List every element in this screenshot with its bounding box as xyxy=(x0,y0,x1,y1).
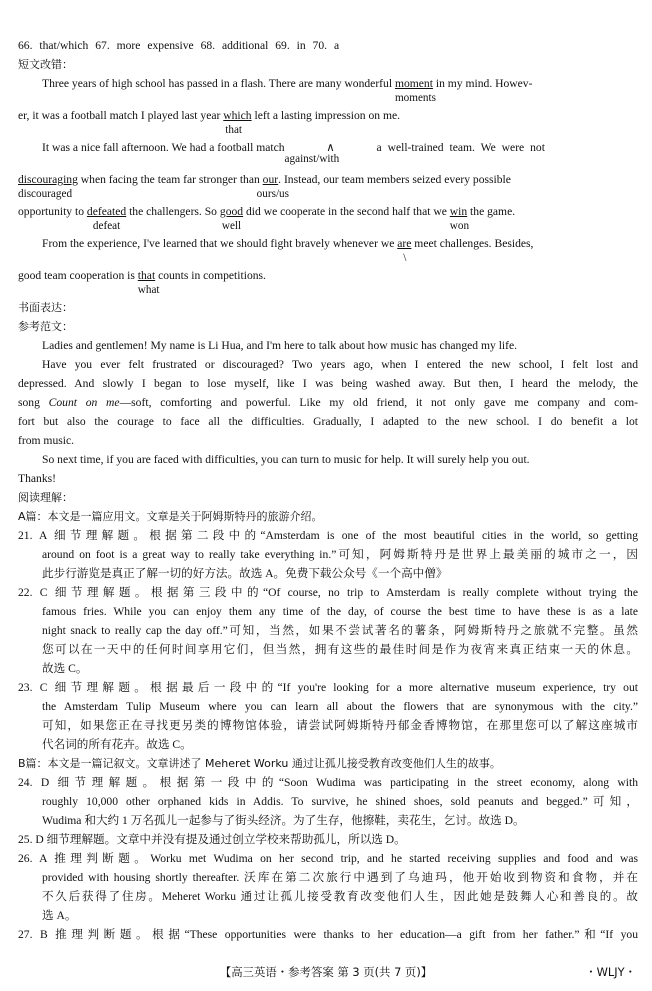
correction-word: moments xyxy=(394,92,436,104)
caret-icon: ∧ xyxy=(326,141,335,154)
answer-22: 22. C 细节理解题。根据第三段中的“Of course, no trip to Amsterdam is really complete without trying the famous fries. While you can enjoy them any time of the day, of course the best time to have these is as a late night snack to really cap the day off.”可知，当然，如果不尝试著名的薯条，阿姆斯特丹之旅就不完整。虽然 您可以在一天中的任何时间享用它们，但当然，拥有这些的最佳时间是作为夜宵来真正结束一天的休息。 故选 C。 xyxy=(18,586,638,675)
error-word: are \ xyxy=(397,237,412,264)
essay-line: Have you ever felt frustrated or discouraged? Two years ago, when I entered the new school, I felt lost and xyxy=(42,358,638,371)
essay-line: So next time, if you are faced with difficulties, you can turn to music for help. It will surely help you out. xyxy=(42,453,530,466)
correction-line-2: er, it was a football match I played last year which that left a lasting impression on me. xyxy=(18,109,401,136)
error-word: good well xyxy=(219,205,244,232)
essay-line: depressed. And slowly I began to lose myself, like I was being washed away. But then, I heard the melody, the xyxy=(18,377,638,390)
correction-word: that xyxy=(225,124,243,136)
essay-line: song Count on me—soft, comforting and powerful. Like my old friend, it not only gave me company and com- xyxy=(18,396,638,409)
footer-code: ・WLJY・ xyxy=(585,965,636,979)
answer-21: 21. A 细节理解题。根据第二段中的“Amsterdam is one of the most beautiful cities in the world, so getting around on foot is a great way to really take everything in.”可知，阿姆斯特丹是世界上最美丽的城市之一，因 此步行游览是真正了解一切的好方法。故选 A。免费下载公众号《一个高中僧》 xyxy=(18,529,638,580)
essay-line: from music. xyxy=(18,434,75,447)
essay-line: Ladies and gentlemen! My name is Li Hua, and I'm here to talk about how music has changed my life. xyxy=(42,339,518,352)
correction-word: well xyxy=(221,220,242,232)
answer-24: 24. D 细节理解题。根据第一段中的“Soon Wudima was participating in the street economy, along with roughly 10,000 other orphaned kids in Addis. To survive, he shined shoes, sold peanuts and begged.”可知， Wudima 和大约 1 万名孤儿一起参与了街头经济。为了生存，他擦鞋，卖花生，乞讨。故选 D。 xyxy=(18,776,638,827)
correction-line-4: discouraging discouraged when facing the team far stronger than our ours/us . Instead, our team members seized every possible xyxy=(18,173,511,200)
error-word: defeated defeat xyxy=(86,205,127,232)
correction-line-7: good team cooperation is that what counts in competitions. xyxy=(18,269,266,296)
correction-word: ours/us xyxy=(256,188,289,200)
error-word: our ours/us xyxy=(256,173,289,200)
answer-27: 27. B 推理判断题。根据“These opportunities were thanks to her education—a gift from her father.”和“If you xyxy=(18,928,638,941)
answer-26: 26. A 推理判断题。Worku met Wudima on her second trip, and he started receiving supplies and food and was provided with housing shortly thereafter. 沃库在第二次旅行中遇到了乌迪玛，他开始收到物资和食物，并在 不久后获得了住房。Meheret Worku 通过让孤儿接受教育改变他们人生，因此她是鼓舞人心和善良的。故 选 A。 xyxy=(18,852,638,922)
page-footer xyxy=(0,962,652,982)
correction-line-1: Three years of high school has passed in a flash. There are many wonderful moment moments in my mind. Howev- xyxy=(42,77,533,104)
answer-23: 23. C 细节理解题。根据最后一段中的“If you're looking for a more alternative museum experience, try out the Amsterdam Tulip Museum where you can learn all about the flowers that are synonymous with the city.” 可知，如果您正在寻找更另类的博物馆体验，请尝试阿姆斯特丹郁金香博物馆，在那里您可以了解这座城市 代名词的所有花卉。故选 C。 xyxy=(18,681,638,751)
writing-title: 书面表达： xyxy=(18,301,73,314)
essay-line: fort but also the courage to face all the difficulties. Gradually, I adapted to the new school. I do benefit a lot xyxy=(18,415,638,428)
answers-66-70: 66. that/which 67. more expensive 68. additional 69. in 70. a xyxy=(18,39,340,52)
error-word: discouraging discouraged xyxy=(18,173,78,200)
error-word: that what xyxy=(137,269,160,296)
insert-mark xyxy=(284,138,377,165)
footer-page-info: 【高三英语・参考答案 第 3 页(共 7 页)】 xyxy=(219,965,433,979)
correction-line-3: It was a nice fall afternoon. We had a football match ∧ against/with a well-trained team. We were not xyxy=(18,138,638,170)
correction-word: won xyxy=(449,220,470,232)
correction-line-6: From the experience, I've learned that we should fight bravely whenever we are \ meet challenges. Besides, xyxy=(42,237,534,264)
delete-mark: \ xyxy=(403,252,407,264)
reading-title: 阅读理解： xyxy=(18,491,73,504)
error-word: which that xyxy=(223,109,252,136)
passage-a-intro: A篇：本文是一篇应用文。文章是关于阿姆斯特丹的旅游介绍。 xyxy=(18,510,323,523)
answer-page xyxy=(18,36,638,944)
correction-title: 短文改错： xyxy=(18,58,73,71)
answer-25: 25. D 细节理解题。文章中并没有提及通过创立学校来帮助孤儿，所以选 D。 xyxy=(18,833,406,846)
song-title: Count on me xyxy=(48,396,120,409)
error-word: moment moments xyxy=(394,77,436,104)
error-word: win won xyxy=(449,205,470,232)
correction-word: defeat xyxy=(92,220,121,232)
correction-word: against/with xyxy=(284,153,340,165)
passage-b-intro: B篇：本文是一篇记叙文。文章讲述了 Meheret Worku 通过让孤儿接受教育改变他们人生的故事。 xyxy=(18,757,501,770)
essay-line: Thanks! xyxy=(18,472,56,485)
correction-word: discouraged xyxy=(18,188,73,200)
correction-line-5: opportunity to defeated defeat the challengers. So good well did we cooperate in the second half that we win won the game. xyxy=(18,205,516,232)
writing-subtitle: 参考范文： xyxy=(18,320,73,333)
correction-word: what xyxy=(137,284,160,296)
